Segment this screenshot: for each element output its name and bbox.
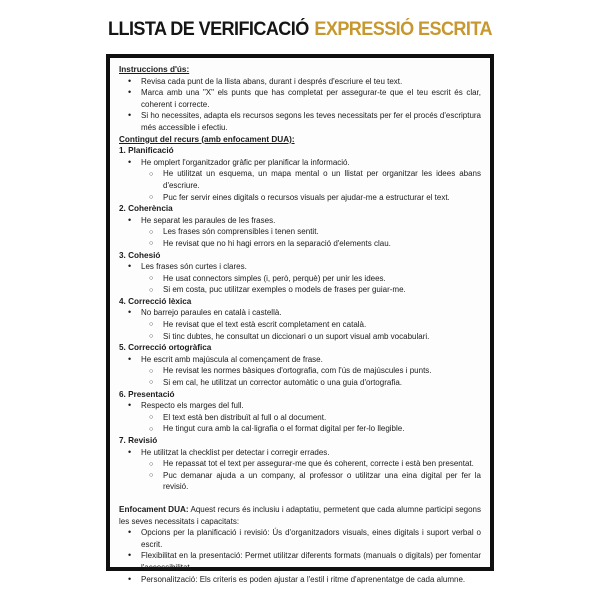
checklist-subitem: ○ Les frases són comprensibles i tenen sentit. (149, 226, 481, 238)
checklist-item: • Les frases són curtes i clares. (127, 261, 481, 273)
section-title-correccio-ortografica: 5. Correcció ortogràfica (119, 343, 212, 353)
instructions-list (119, 76, 481, 134)
section-main-list (119, 447, 481, 459)
checklist-subitem: ○ He tingut cura amb la cal·ligrafia o el format digital per fer-lo llegible. (149, 423, 481, 435)
section-sub-list (119, 226, 481, 249)
section-main-list (119, 261, 481, 273)
dua-item: • Personalització: Els criteris es poden ajustar a l'estil i ritme d'aprenentatge de cada alumne. (127, 574, 481, 586)
checklist-subitem: ○ Puc demanar ajuda a un company, al professor o utilitzar una eina digital per fer la revisió. (149, 470, 481, 493)
checklist-item: • He escrit amb majúscula al començament de frase. (127, 354, 481, 366)
checklist-subitem: ○ He usat connectors simples (i, però, perquè) per unir les idees. (149, 273, 481, 285)
checklist-subitem: ○ He revisat que no hi hagi errors en la separació d'elements clau. (149, 238, 481, 250)
dua-item: • Opcions per la planificació i revisió: Ús d'organitzadors visuals, eines digitals i suport verbal o escrit. (127, 527, 481, 550)
checklist-subitem: ○ He utilitzat un esquema, un mapa mental o un llistat per organitzar les idees abans d'escriure. (149, 168, 481, 191)
checklist-item: • He omplert l'organitzador gràfic per planificar la informació. (127, 157, 481, 169)
checklist-subitem: ○ Si tinc dubtes, he consultat un diccionari o un suport visual amb vocabulari. (149, 331, 481, 343)
section-title-correccio-lexica: 4. Correcció lèxica (119, 296, 192, 306)
dua-paragraph (119, 504, 481, 527)
checklist-subitem: ○ El text està ben distribuït al full o al document. (149, 412, 481, 424)
dua-list (119, 527, 481, 585)
section-sub-list (119, 412, 481, 435)
instruction-item: • Revisa cada punt de la llista abans, durant i després d'escriure el teu text. (127, 76, 481, 88)
dua-lead-text: Aquest recurs és inclusiu i adaptatiu, permetent que cada alumne participi segons les seves necessitats i capacitats: (119, 504, 482, 526)
dua-lead-bold: Enfocament DUA: (119, 504, 189, 514)
section-main-list (119, 354, 481, 366)
section-sub-list (119, 458, 481, 493)
checklist-subitem: ○ He revisat les normes bàsiques d'ortografia, com l'ús de majúscules i punts. (149, 365, 481, 377)
checklist-box (106, 54, 494, 584)
checklist-item: • Respecto els marges del full. (127, 400, 481, 412)
checklist-item: • He utilitzat la checklist per detectar i corregir errades. (127, 447, 481, 459)
instructions-heading: Instruccions d'ús: (119, 65, 190, 74)
section-title-cohesio: 3. Cohesió (119, 250, 161, 260)
section-main-list (119, 157, 481, 169)
title-gold-part: EXPRESSIÓ ESCRITA (314, 19, 492, 40)
title-black-part: LLISTA DE VERIFICACIÓ (108, 19, 309, 40)
section-main-list (119, 307, 481, 319)
section-sub-list (119, 168, 481, 203)
section-sub-list (119, 365, 481, 388)
dua-item: • Flexibilitat en la presentació: Permet utilitzar diferents formats (manuals o digitals) per fomentar l'accessibilitat. (127, 550, 481, 573)
section-title-revisio: 7. Revisió (119, 436, 158, 445)
content-heading: Contingut del recurs (amb enfocament DUA): (119, 134, 295, 144)
section-sub-list (119, 319, 481, 342)
instruction-item: • Marca amb una "X" els punts que has completat per assegurar-te que el teu escrit és clar, coherent i correcte. (127, 87, 481, 110)
checklist-subitem: ○ He repassat tot el text per assegurar-me que és coherent, correcte i està ben presentat. (149, 458, 481, 470)
instruction-item: • Si ho necessites, adapta els recursos segons les teves necessitats per fer el procés d'escriptura més accessible i efectiu. (127, 110, 481, 133)
section-sub-list (119, 273, 481, 296)
checklist-item: • No barrejo paraules en català i castellà. (127, 307, 481, 319)
checklist-subitem: ○ Puc fer servir eines digitals o recursos visuals per ajudar-me a estructurar el text. (149, 192, 481, 204)
section-title-presentacio: 6. Presentació (119, 389, 175, 399)
page-title (15, 19, 585, 41)
checklist-item: • He separat les paraules de les frases. (127, 215, 481, 227)
section-title-planificacio: 1. Planificació (119, 146, 174, 156)
checklist-subitem: ○ He revisat que el text està escrit completament en català. (149, 319, 481, 331)
section-main-list (119, 400, 481, 412)
section-main-list (119, 215, 481, 227)
checklist-subitem: ○ Si em cal, he utilitzat un corrector automàtic o una guia d'ortografia. (149, 377, 481, 389)
section-title-coherencia: 2. Coherència (119, 204, 173, 214)
checklist-subitem: ○ Si em costa, puc utilitzar exemples o models de frases per guiar-me. (149, 284, 481, 296)
